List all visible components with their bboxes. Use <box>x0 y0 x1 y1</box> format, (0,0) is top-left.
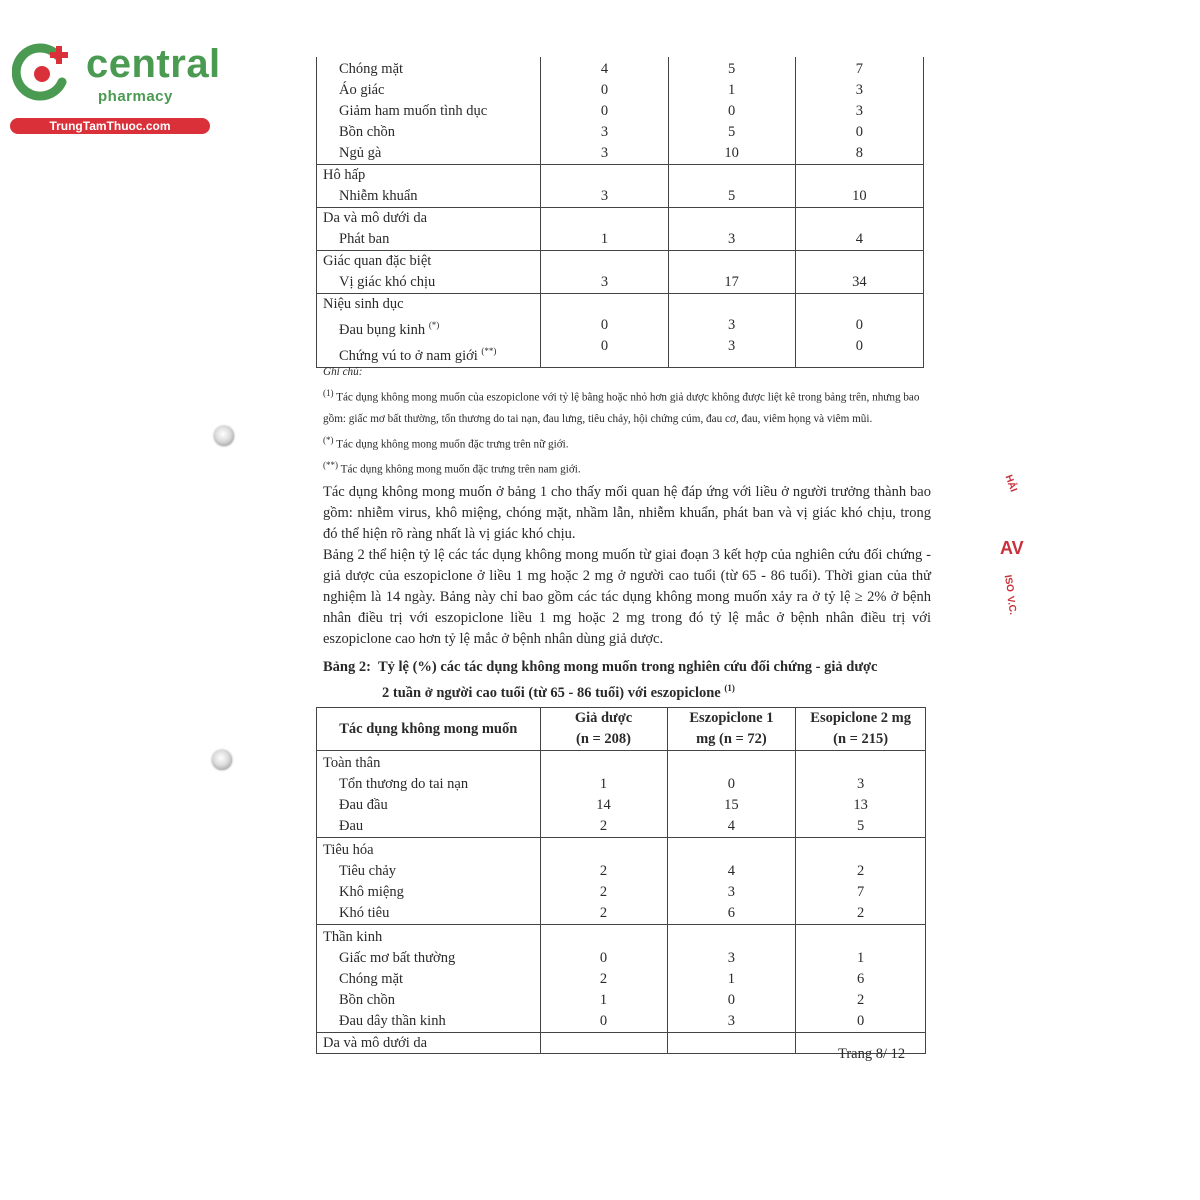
row-label: Giảm ham muốn tình dục <box>339 103 488 119</box>
group-title: Toàn thân <box>323 755 381 771</box>
footnote-mark: (**) <box>481 345 497 356</box>
cell-value: 3 <box>728 231 736 247</box>
cell-value: 0 <box>599 1013 608 1029</box>
cell-value: 5 <box>728 124 736 140</box>
cell-value: 0 <box>600 82 609 98</box>
row-label: Nhiễm khuẩn <box>339 188 418 204</box>
row-label: Đau <box>339 818 364 834</box>
stamp-fragment: V.C. <box>1004 595 1019 616</box>
cell-value: 3 <box>600 274 609 290</box>
table-row <box>317 165 924 208</box>
cell-value: 0 <box>855 124 863 140</box>
cell-value: 3 <box>857 776 865 792</box>
cell-value: 1 <box>600 231 609 247</box>
notes-title: Ghi chú: <box>323 366 363 378</box>
group-title: Da và mô dưới da <box>323 1035 428 1051</box>
group-title: Da và mô dưới da <box>323 210 428 226</box>
group-title: Hô hấp <box>323 167 366 183</box>
brand-site: TrungTamThuoc.com <box>10 118 210 134</box>
cell-value: 3 <box>855 82 863 98</box>
row-label: Phát ban <box>339 231 390 247</box>
column-header: Giả dược (n = 208) <box>540 708 667 751</box>
cell-value: 0 <box>855 338 863 354</box>
table-row <box>317 751 926 838</box>
note-3 <box>323 455 931 481</box>
cell-value: 3 <box>727 950 736 966</box>
cell-value: 5 <box>728 188 736 204</box>
table-row <box>317 1033 926 1054</box>
cell-value: 2 <box>599 971 608 987</box>
column-header: Esopiclone 2 mg (n = 215) <box>796 708 926 751</box>
stamp-fragment: AV <box>1000 538 1024 558</box>
footnote-mark: (*) <box>323 434 334 445</box>
punch-hole <box>212 750 232 770</box>
note-text: Tác dụng không mong muốn của eszopiclone với tỷ lệ bằng hoặc nhỏ hơn giả dược không được liệt kê trong bảng trên, nhưng bao gồm: giấc mơ bất thường, tổn thương do tai nạn, đau lưng, tiêu chảy, hội chứng cúm, đau cơ, đau, viêm họng và viêm mũi. <box>323 391 920 425</box>
cell-value: 0 <box>728 103 736 119</box>
group-title: Niệu sinh dục <box>323 296 404 312</box>
cell-value: 1 <box>728 82 736 98</box>
row-label: Tổn thương do tai nạn <box>339 776 469 792</box>
cell-value: 2 <box>599 884 608 900</box>
cell-value: 3 <box>600 145 609 161</box>
cell-value: 13 <box>853 797 868 813</box>
adverse-effects-table-2 <box>316 707 926 1054</box>
row-label: Đau dây thần kinh <box>339 1013 446 1029</box>
footnote-mark: (1) <box>323 388 334 398</box>
cell-value: 1 <box>857 950 865 966</box>
cell-value: 2 <box>599 818 608 834</box>
table-notes <box>323 362 931 481</box>
brand-name: central <box>86 42 221 86</box>
cell-value: 15 <box>724 797 739 813</box>
caption-line-2: 2 tuần ở người cao tuổi (từ 65 - 86 tuổi) với eszopiclone <box>382 684 721 701</box>
cell-value: 0 <box>600 103 609 119</box>
cell-value: 4 <box>727 863 736 879</box>
cell-value: 8 <box>855 145 863 161</box>
cell-value: 2 <box>599 905 608 921</box>
table-2-caption <box>323 657 931 704</box>
cell-value: 3 <box>728 338 736 354</box>
cell-value: 0 <box>599 950 608 966</box>
brand-logo <box>10 38 221 138</box>
cell-value: 0 <box>727 776 736 792</box>
page-number: Trang 8/ 12 <box>838 1046 906 1062</box>
cell-value: 34 <box>852 274 867 290</box>
stamp-fragment: HẢI <box>1002 473 1019 494</box>
cell-value: 7 <box>855 61 863 77</box>
pharmacy-cross-logo-icon <box>12 42 72 102</box>
row-label: Chứng vú to ở nam giới <box>339 347 478 364</box>
cell-value: 5 <box>857 818 865 834</box>
cell-value: 4 <box>855 231 863 247</box>
note-text: Tác dụng không mong muốn đặc trưng trên nữ giới. <box>336 438 569 451</box>
table-row <box>317 838 926 925</box>
row-label: Đau đầu <box>339 797 388 813</box>
cell-value: 4 <box>600 61 609 77</box>
group-title: Giác quan đặc biệt <box>323 253 432 269</box>
table-row <box>317 925 926 1033</box>
note-text: Tác dụng không mong muốn đặc trưng trên nam giới. <box>340 464 581 477</box>
row-label: Giấc mơ bất thường <box>339 950 456 966</box>
cell-value: 3 <box>728 317 736 333</box>
cell-value: 0 <box>857 1013 865 1029</box>
footnote-mark: (*) <box>428 320 440 330</box>
cell-value: 3 <box>600 188 609 204</box>
cell-value: 1 <box>727 971 736 987</box>
stamp-fragment: ISO <box>1001 574 1016 593</box>
cell-value: 3 <box>727 884 736 900</box>
cell-value: 4 <box>727 818 736 834</box>
cell-value: 7 <box>857 884 865 900</box>
cell-value: 14 <box>596 797 611 813</box>
cell-value: 5 <box>728 61 736 77</box>
row-label: Ngủ gà <box>339 145 382 161</box>
note-2 <box>323 430 931 456</box>
cell-value: 6 <box>857 971 865 987</box>
cell-value: 1 <box>599 992 608 1008</box>
punch-hole <box>214 426 234 446</box>
row-label: Đau bụng kinh <box>339 321 426 338</box>
cell-value: 10 <box>724 145 739 161</box>
table-header-row <box>317 708 926 751</box>
cell-value: 0 <box>600 317 609 333</box>
note-1 <box>323 383 931 430</box>
cell-value: 2 <box>857 905 865 921</box>
column-header: Tác dụng không mong muốn <box>317 708 541 751</box>
cell-value: 10 <box>852 188 867 204</box>
table-row <box>317 57 924 165</box>
cell-value: 6 <box>727 905 736 921</box>
paragraph-1: Tác dụng không mong muốn ở bảng 1 cho thấy mối quan hệ đáp ứng với liều ở người trưởng thành bao gồm: nhiễm virus, khô miệng, chóng mặt, nhầm lẫn, nhiễm khuẩn, phát ban và vị giác khó chịu, trong đó thể hiện rõ ràng nhất là vị giác khó chịu. <box>323 484 931 542</box>
table-row <box>317 208 924 251</box>
brand-sub: pharmacy <box>98 88 173 105</box>
cell-value: 3 <box>855 103 863 119</box>
table-row <box>317 294 924 368</box>
row-label: Bồn chồn <box>339 124 395 140</box>
caption-lead: Bảng 2: <box>323 659 371 675</box>
cell-value: 2 <box>857 863 865 879</box>
row-label: Khô miệng <box>339 884 404 900</box>
column-header: Eszopiclone 1 mg (n = 72) <box>667 708 796 751</box>
group-title: Tiêu hóa <box>323 842 374 858</box>
cell-value: 3 <box>600 124 609 140</box>
row-label: Tiêu chảy <box>339 863 397 879</box>
cell-value: 3 <box>727 1013 736 1029</box>
paragraph-2: Bảng 2 thể hiện tỷ lệ các tác dụng không mong muốn từ giai đoạn 3 kết hợp của nghiên cứu đối chứng - giả dược của eszopiclone ở liều 1 mg hoặc 2 mg ở người cao tuổi (từ 65 - 86 tuổi). Thời gian của thử nghiệm là 14 ngày. Bảng này chỉ bao gồm các tác dụng không mong muốn xảy ra ở tỷ lệ ≥ 2% ở bệnh nhân điều trị với eszopiclone liều 1 mg hoặc 2 mg trong đó tỷ lệ mắc ở bệnh nhân điều trị với eszopiclone cao hơn tỷ lệ mắc ở bệnh nhân dùng giả dược. <box>323 547 931 647</box>
footnote-mark: (1) <box>724 683 735 693</box>
cell-value: 0 <box>727 992 736 1008</box>
caption-line-1: Tỷ lệ (%) các tác dụng không mong muốn trong nghiên cứu đối chứng - giả dược <box>377 659 878 675</box>
cell-value: 2 <box>857 992 865 1008</box>
adverse-effects-table-1 <box>316 57 924 368</box>
table-row <box>317 251 924 294</box>
group-title: Thần kinh <box>323 929 383 945</box>
cell-value: 1 <box>599 776 608 792</box>
cell-value: 0 <box>600 338 609 354</box>
row-label: Chóng mặt <box>339 61 404 77</box>
row-label: Khó tiêu <box>339 905 390 921</box>
footnote-mark: (**) <box>323 460 338 471</box>
row-label: Chóng mặt <box>339 971 404 987</box>
row-label: Bồn chồn <box>339 992 395 1008</box>
cell-value: 0 <box>855 317 863 333</box>
cell-value: 17 <box>724 274 739 290</box>
row-label: Vị giác khó chịu <box>339 274 436 290</box>
cell-value: 2 <box>599 863 608 879</box>
row-label: Áo giác <box>339 82 385 98</box>
